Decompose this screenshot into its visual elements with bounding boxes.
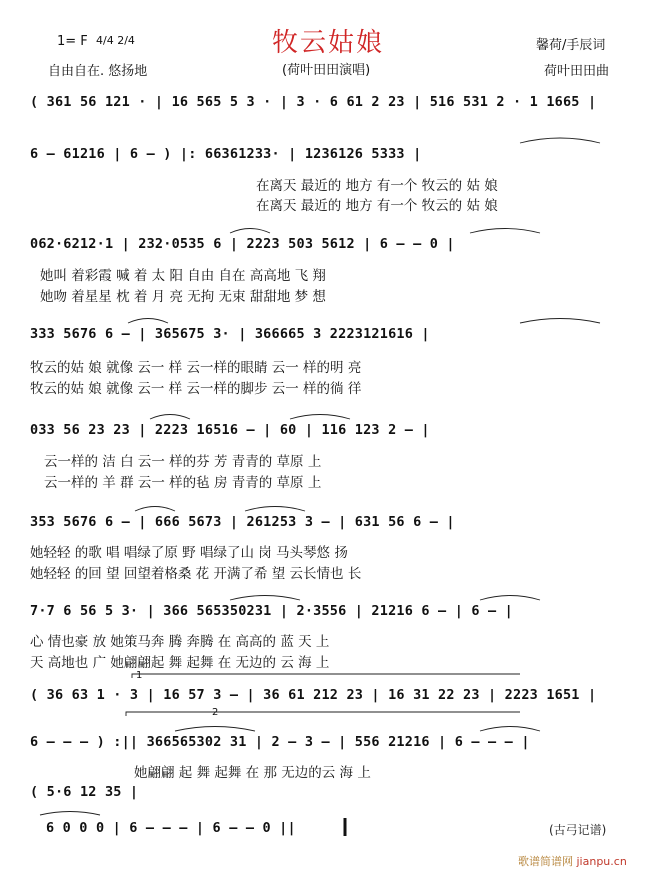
- slur-mark: [520, 319, 600, 324]
- notation-row: 7·7 6 56 5 3· | 366 565350231 | 2·3556 | 21216 6 – | 6 – |: [30, 603, 514, 619]
- notation-row: ( 361 56 121 · | 16 565 5 3 · | 3 · 6 61 2 23 | 516 531 2 · 1 1665 |: [30, 94, 597, 110]
- volta-bracket-first: [132, 674, 520, 678]
- notation-row: 353 5676 6 – | 666 5673 | 261253 3 – | 631 56 6 – |: [30, 514, 455, 530]
- notation-row: ( 36 63 1 · 3 | 16 57 3 – | 36 61 212 23 | 16 31 22 23 | 2223 1651 |: [30, 687, 597, 703]
- slur-mark: [135, 507, 175, 512]
- slur-mark: [128, 319, 168, 324]
- slur-mark: [230, 596, 300, 601]
- slur-mark: [480, 727, 540, 732]
- lyrics-line: 她翩翩 起 舞 起舞 在 那 无边的云 海 上: [134, 765, 371, 781]
- watermark-site: 歌谱简谱网: [518, 855, 573, 868]
- performer: (荷叶田田演唱): [282, 63, 371, 78]
- volta-first-label: 1: [136, 670, 143, 681]
- lyrics-line: 她叫 着彩霞 喊 着 太 阳 自由 自在 高高地 飞 翔: [40, 268, 326, 284]
- notation-row: 033 56 23 23 | 2223 16516 – | 60 | 116 123 2 – |: [30, 422, 430, 438]
- lyrics-line: 云一样的 羊 群 云一 样的毡 房 青青的 草原 上: [44, 475, 322, 491]
- lyrics-line: 在离天 最近的 地方 有一个 牧云的 姑 娘: [256, 198, 498, 214]
- slur-mark: [40, 812, 100, 816]
- composer: 荷叶田田曲: [544, 64, 610, 79]
- lyrics-line: 天 高地也 广 她翩翩起 舞 起舞 在 无边的 云 海 上: [30, 655, 330, 671]
- key-signature: 1= F: [57, 34, 88, 49]
- song-title: 牧云姑娘: [272, 28, 385, 58]
- transcriber-credit: (古弓记谱): [549, 823, 607, 837]
- slur-mark: [245, 507, 305, 512]
- slur-mark: [150, 415, 190, 420]
- lyrics-line: 心 情也豪 放 她策马奔 腾 奔腾 在 高高的 蓝 天 上: [30, 634, 330, 650]
- lyrics-line: 她轻轻 的回 望 回望着格桑 花 开满了希 望 云长情也 长: [30, 566, 362, 582]
- volta-second-label: 2: [212, 707, 219, 718]
- watermark-domain: jianpu.cn: [576, 855, 627, 868]
- slur-mark: [520, 138, 600, 143]
- lyrics-line: 云一样的 洁 白 云一 样的芬 芳 青青的 草原 上: [44, 454, 322, 470]
- notation-row: 6 0 0 0 | 6 – – – | 6 – – 0 ||: [46, 820, 296, 836]
- notation-row: ( 5·6 12 35 |: [30, 784, 139, 800]
- lyrics-line: 她轻轻 的歌 唱 唱绿了原 野 唱绿了山 岗 马头琴悠 扬: [30, 545, 348, 561]
- lyrics-line: 牧云的姑 娘 就像 云一 样 云一样的眼睛 云一 样的明 亮: [30, 360, 362, 376]
- lyrics-line: 在离天 最近的 地方 有一个 牧云的 姑 娘: [256, 178, 498, 194]
- slur-mark: [290, 415, 350, 420]
- tempo-marking: 自由自在. 悠扬地: [48, 64, 148, 79]
- notation-row: 6 – 61216 | 6 – ) |: 66361233· | 1236126 5333 |: [30, 146, 422, 162]
- notation-row: 333 5676 6 – | 365675 3· | 366665 3 2223121616 |: [30, 326, 430, 342]
- time-signature: 4/4 2/4: [96, 34, 135, 47]
- volta-bracket-second: [126, 712, 520, 716]
- slur-mark: [230, 229, 270, 234]
- slur-mark: [480, 596, 540, 601]
- notation-row: 6 – – – ) :|| 366565302 31 | 2 – 3 – | 556 21216 | 6 – – – |: [30, 734, 530, 750]
- lyrics-line: 牧云的姑 娘 就像 云一 样 云一样的脚步 云一 样的徜 徉: [30, 381, 362, 397]
- lyrics-line: 她吻 着星星 枕 着 月 亮 无拘 无束 甜甜地 梦 想: [40, 289, 326, 305]
- notation-row: 062·6212·1 | 232·0535 6 | 2223 503 5612 | 6 – – 0 |: [30, 236, 455, 252]
- lyricist: 馨荷/手辰词: [536, 38, 606, 53]
- slur-mark: [175, 727, 255, 732]
- slur-mark: [470, 229, 540, 234]
